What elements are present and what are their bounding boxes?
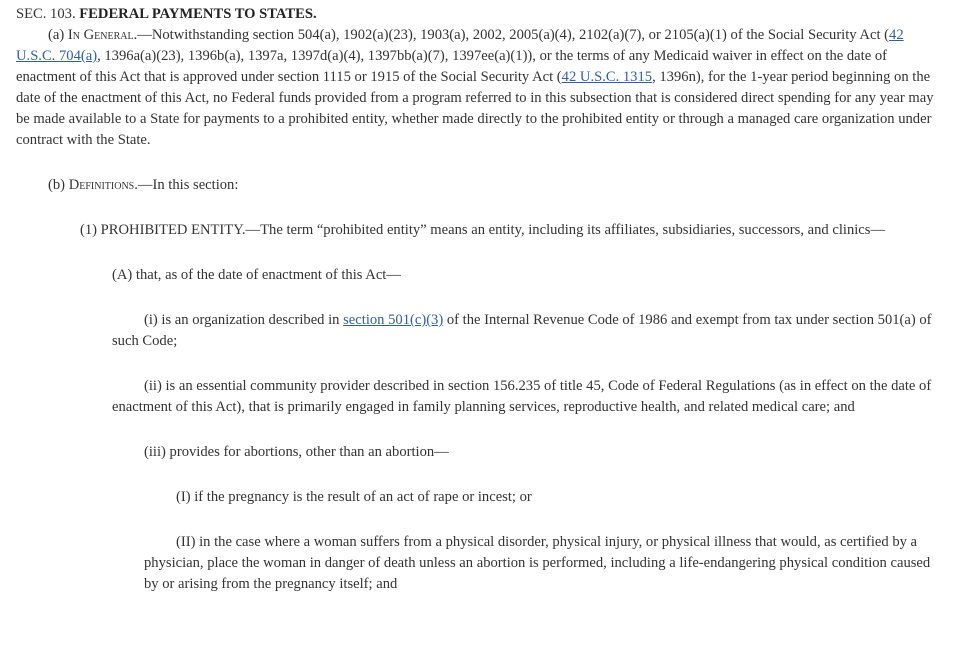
paragraph-1: (1) PROHIBITED ENTITY.—The term “prohibited entity” means an entity, including its affiliates, subsidiaries, successors, and clinics— [80,222,886,238]
clause-i [16,310,940,352]
subsection-b-heading: Definitions [68,177,135,193]
subsection-b-label: (b) [48,177,66,193]
subsection-b-text: .—In this section: [134,177,239,193]
clause-ii: (ii) is an essential community provider described in section 156.235 of title 45, Code of Federal Regulations (as in effect on the date of enactment of this Act), that is primarily engaged in family planning services, reproductive health, and related medical care; and [112,378,932,415]
subsection-a-label: (a) [48,27,65,43]
subsection-b [16,175,940,196]
subclause-II: (II) in the case where a woman suffers from a physical disorder, physical injury, or physical illness that would, as certified by a physician, place the woman in danger of death unless an abortion is performed, including a life-endangering physical condition caused by or arising from the pregnancy itself; and [144,534,931,592]
subclause-I: (I) if the pregnancy is the result of an act of rape or incest; or [176,489,532,505]
section-heading [16,4,940,25]
subsection-a-text-2: , 1396a(a)(23), 1396b(a), 1397a, 1397d(a)(4), 1397bb(a)(7), 1397ee(a)(1)), or the terms of any Medicaid waiver in effect on the date of enactment of this Act that is approved under section 1115 or 1915 of the Social Security Act ( [16,48,888,85]
subsection-a-text-1: .—Notwithstanding section 504(a), 1902(a)(23), 1903(a), 2002, 2005(a)(4), 2102(a)(7), or 2105(a)(1) of the Social Security Act ( [133,27,890,43]
section-title: FEDERAL PAYMENTS TO STATES. [79,6,317,22]
usc-704a-link[interactable]: 42 U.S.C. 704(a) [16,27,904,64]
clause-i-text-2: of the Internal Revenue Code of 1986 and exempt from tax under section 501(a) of such Code; [112,312,932,349]
subsection-a-text-3: , 1396n), for the 1-year period beginning on the date of the enactment of this Act, no Federal funds provided from a program referred to in this subsection that is considered direct spending for any year may be made available to a State for payments to a prohibited entity, whether made directly to the prohibited entity or through a managed care organization under contract with the State. [16,69,934,148]
clause-i-text-1: (i) is an organization described in [144,312,344,328]
clause-iii: (iii) provides for abortions, other than an abortion— [144,444,449,460]
section-501c3-link[interactable]: section 501(c)(3) [343,312,444,328]
section-number: SEC. 103. [16,6,76,22]
subparagraph-a: (A) that, as of the date of enactment of this Act— [112,267,401,283]
subsection-a-heading: In General [67,27,134,43]
subsection-a [16,25,940,151]
usc-1315-link[interactable]: 42 U.S.C. 1315 [561,69,653,85]
